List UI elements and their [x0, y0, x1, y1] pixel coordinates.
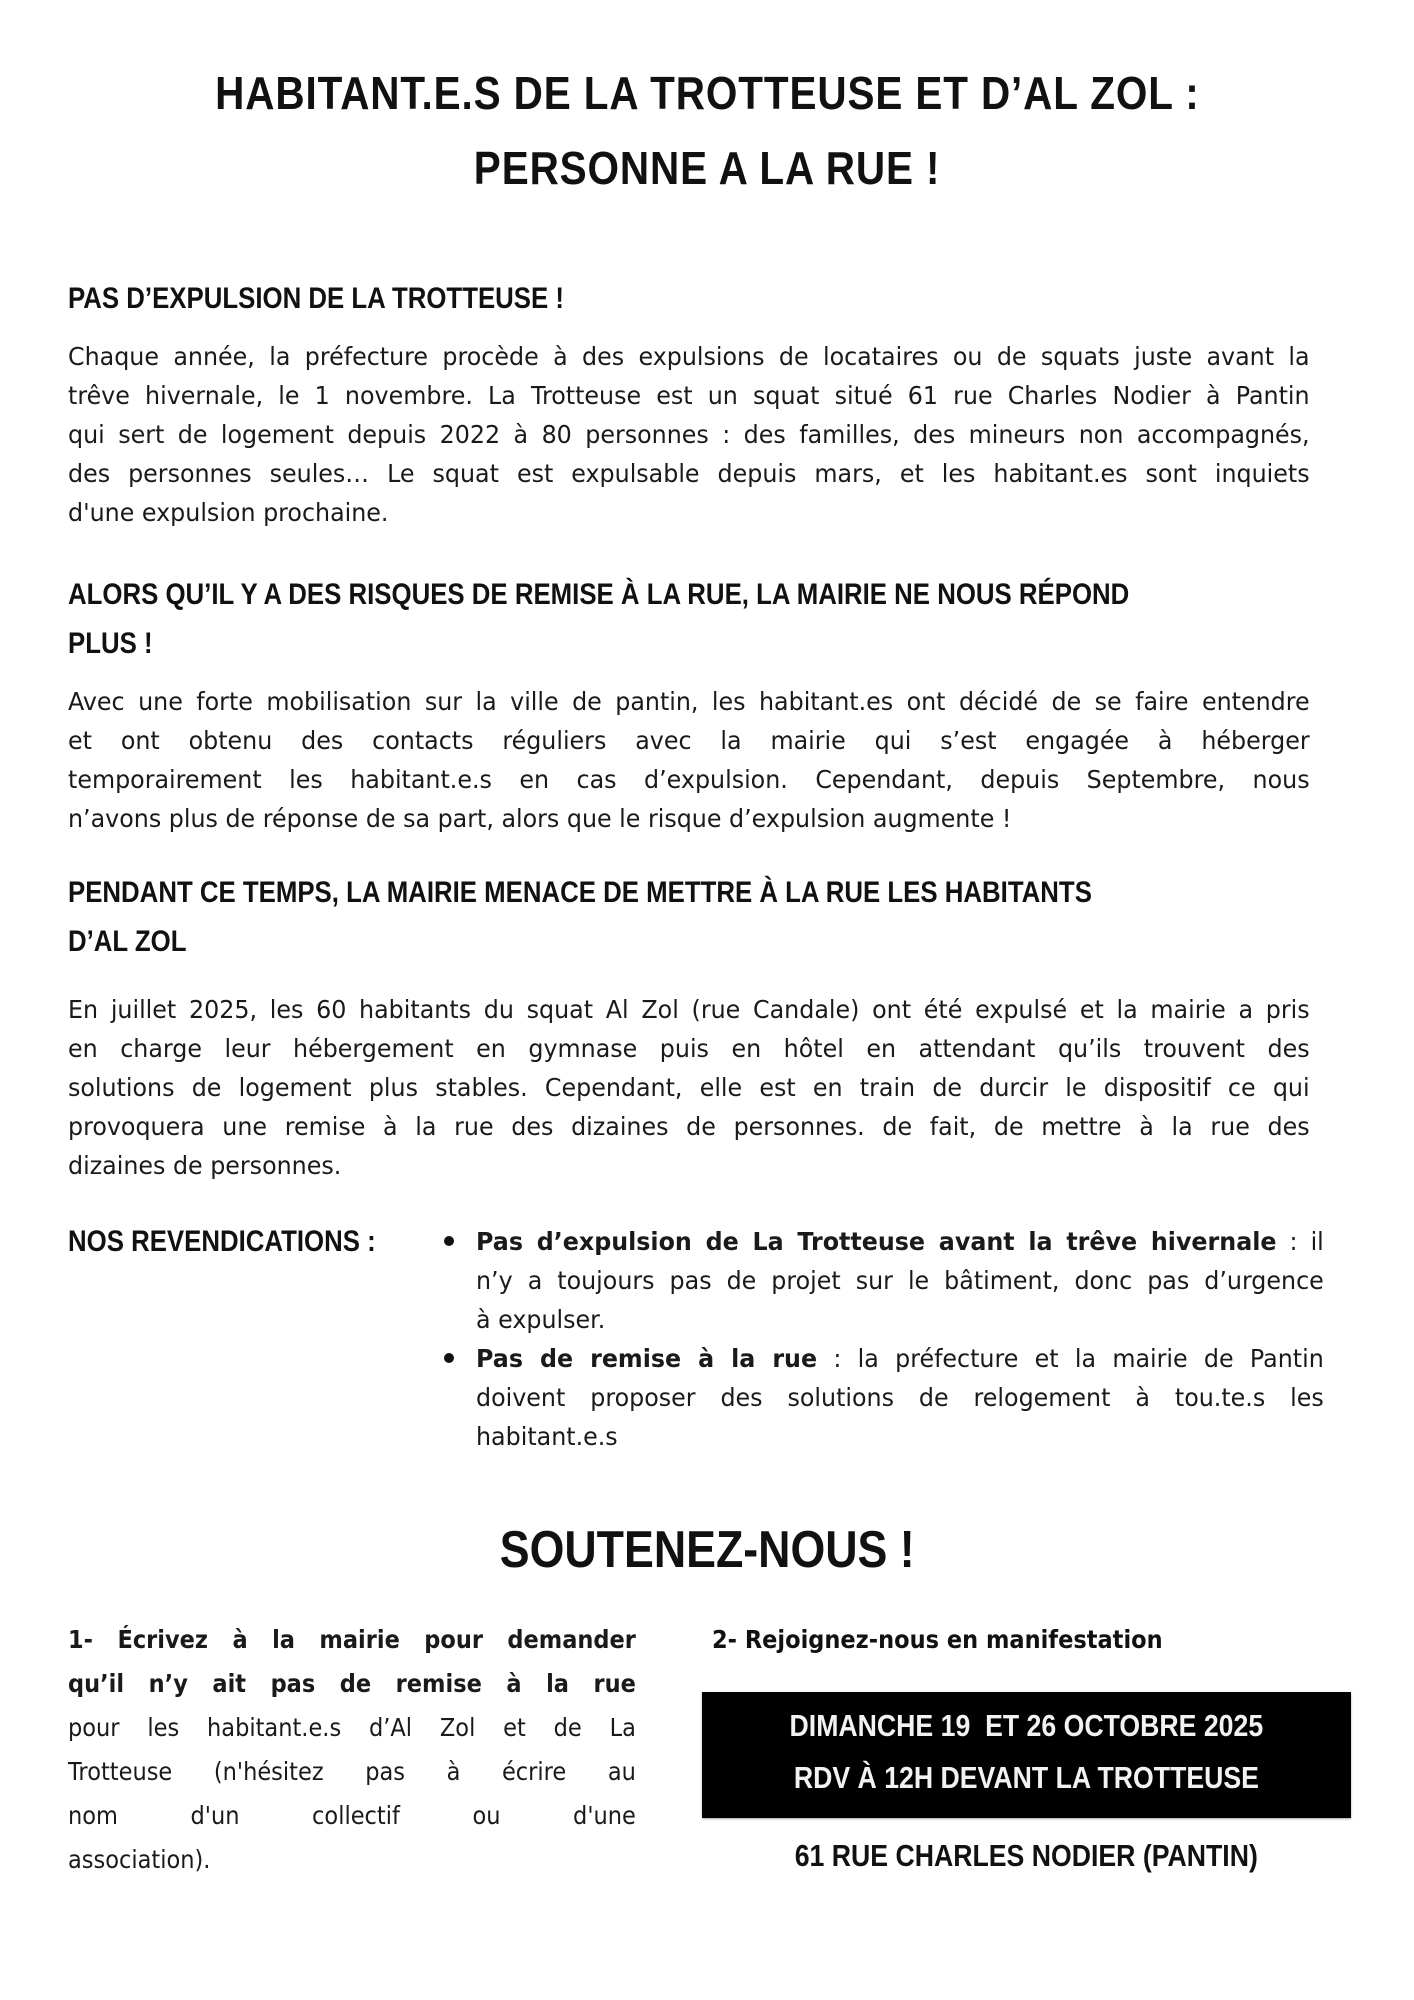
section-heading-mairie-silent: ALORS QU’IL Y A DES RISQUES DE REMISE À LA RUE, LA MAIRIE NE NOUS RÉPOND	[68, 578, 1130, 611]
demands-list	[440, 1222, 1350, 1456]
section-heading-al-zol: PENDANT CE TEMPS, LA MAIRIE MENACE DE METTRE À LA RUE LES HABITANTS	[68, 876, 1092, 909]
event-date	[702, 1708, 1351, 1744]
demand-item	[440, 1222, 1350, 1339]
event-address-text: 61 RUE CHARLES NODIER (PANTIN)	[794, 1838, 1259, 1873]
section-body-mairie-silent	[68, 682, 1310, 838]
support-title-text: SOUTENEZ-NOUS !	[499, 1521, 915, 1579]
flyer-title-line-1	[0, 66, 1414, 120]
action-bold-line: qu’il n’y ait pas de remise à la rue	[68, 1669, 636, 1698]
flyer-title-line-2	[0, 141, 1414, 195]
section-heading-al-zol-cont: D’AL ZOL	[68, 925, 187, 958]
section-heading-mairie-silent-cont: PLUS !	[68, 627, 153, 660]
demand-line	[476, 1339, 1324, 1378]
event-address	[702, 1838, 1351, 1874]
action-bold-line: 1- Écrivez à la mairie pour demander	[68, 1625, 636, 1654]
body-line: n’avons plus de réponse de sa part, alors que le risque d’expulsion augmente !	[68, 804, 1012, 833]
action-line: Trotteuse (n'hésitez pas à écrire au	[68, 1757, 636, 1786]
body-line: en charge leur hébergement en gymnase puis en hôtel en attendant qu’ils trouvent des	[68, 1034, 1310, 1063]
event-date-text: DIMANCHE 19 ET 26 OCTOBRE 2025	[789, 1708, 1264, 1743]
body-line: solutions de logement plus stables. Cependant, elle est en train de durcir le dispositif ce qui	[68, 1073, 1310, 1102]
demand-rest: : il	[1276, 1227, 1324, 1256]
section-body-no-eviction	[68, 337, 1310, 532]
demand-item	[440, 1339, 1350, 1456]
body-line: et ont obtenu des contacts réguliers avec la mairie qui s’est engagée à héberger	[68, 726, 1310, 755]
body-line: provoquera une remise à la rue des dizaines de personnes. de fait, de mettre à la rue des	[68, 1112, 1310, 1141]
body-line: d'une expulsion prochaine.	[68, 498, 389, 527]
section-heading-no-eviction: PAS D’EXPULSION DE LA TROTTEUSE !	[68, 282, 564, 315]
support-title	[0, 1520, 1414, 1580]
demand-line: n’y a toujours pas de projet sur le bâtiment, donc pas d’urgence	[476, 1266, 1324, 1295]
bullet-icon	[444, 1353, 454, 1363]
body-line: En juillet 2025, les 60 habitants du squat Al Zol (rue Candale) ont été expulsé et la mairie a pris	[68, 995, 1310, 1024]
body-line: Chaque année, la préfecture procède à des expulsions de locataires ou de squats juste avant la	[68, 342, 1310, 371]
demand-line: doivent proposer des solutions de relogement à tou.te.s les	[476, 1383, 1324, 1412]
action-line: association).	[68, 1845, 211, 1874]
action-write-mairie	[68, 1618, 636, 1882]
body-line: qui sert de logement depuis 2022 à 80 personnes : des familles, des mineurs non accompagnés,	[68, 420, 1310, 449]
action-write-mairie-text	[68, 1618, 636, 1882]
bullet-icon	[444, 1236, 454, 1246]
demand-bold: Pas de remise à la rue	[476, 1344, 818, 1373]
demands-label: NOS REVENDICATIONS :	[68, 1225, 376, 1258]
body-line: temporairement les habitant.e.s en cas d’expulsion. Cependant, depuis Septembre, nous	[68, 765, 1310, 794]
body-line: dizaines de personnes.	[68, 1151, 342, 1180]
title-text-2: PERSONNE A LA RUE !	[473, 142, 941, 194]
action-line: nom d'un collectif ou d'une	[68, 1801, 636, 1830]
demand-line: à expulser.	[476, 1305, 606, 1334]
body-line: trêve hivernale, le 1 novembre. La Trotteuse est un squat situé 61 rue Charles Nodier à Pantin	[68, 381, 1310, 410]
event-meeting-text: RDV À 12H DEVANT LA TROTTEUSE	[793, 1760, 1260, 1795]
body-line: des personnes seules… Le squat est expulsable depuis mars, et les habitant.es sont inquiets	[68, 459, 1310, 488]
action-join-protest: 2- Rejoignez-nous en manifestation	[712, 1625, 1163, 1654]
demand-bold: Pas d’expulsion de La Trotteuse avant la trêve hivernale	[476, 1227, 1277, 1256]
demand-line: habitant.e.s	[476, 1422, 618, 1451]
body-line: Avec une forte mobilisation sur la ville de pantin, les habitant.es ont décidé de se faire entendre	[68, 687, 1310, 716]
demand-rest: : la préfecture et la mairie de Pantin	[817, 1344, 1324, 1373]
event-banner	[702, 1692, 1351, 1818]
demand-line	[476, 1222, 1324, 1261]
event-meeting-point	[702, 1760, 1351, 1796]
action-line: pour les habitant.e.s d’Al Zol et de La	[68, 1713, 636, 1742]
section-body-al-zol	[68, 990, 1310, 1185]
title-text-1: HABITANT.E.S DE LA TROTTEUSE ET D’AL ZOL :	[214, 67, 1200, 119]
